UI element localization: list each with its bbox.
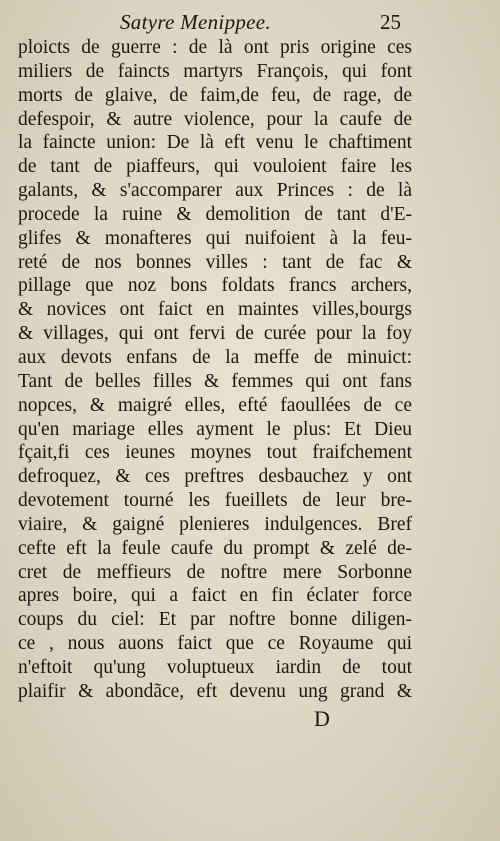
text-line: cret de meffieurs de noftre mere Sorbonne bbox=[18, 561, 412, 583]
page-number: 25 bbox=[380, 10, 401, 34]
body-text bbox=[18, 36, 412, 704]
text-line: fçait,fi ces ieunes moynes tout fraifchement bbox=[18, 442, 412, 464]
text-line: ploicts de guerre : de là ont pris origine ces bbox=[18, 37, 412, 58]
text-line: n'eftoit qu'ung voluptueux iardin de tout bbox=[18, 656, 412, 678]
text-line: procede la ruine & demolition de tant d'E- bbox=[18, 203, 412, 225]
text-line: apres boire, qui a faict en fin éclater force bbox=[18, 585, 412, 607]
text-line: & villages, qui ont fervi de curée pour la foy bbox=[18, 323, 412, 345]
text-line: la faincte union: De là eft venu le chaftiment bbox=[18, 132, 412, 154]
text-line: miliers de faincts martyrs François, qui font bbox=[18, 60, 412, 82]
text-line: de tant de piaffeurs, qui vouloient faire les bbox=[18, 156, 412, 178]
page-header bbox=[0, 8, 500, 36]
text-line: plaifir & abondãce, eft devenu ung grand & bbox=[18, 680, 412, 702]
text-line: aux devots enfans de la meffe de minuict: bbox=[18, 346, 412, 368]
text-line: glifes & monafteres qui nuifoient à la feu- bbox=[18, 227, 412, 249]
text-line: morts de glaive, de faim,de feu, de rage, de bbox=[18, 84, 412, 106]
text-line: nopces, & maigré elles, efté faoullées de ce bbox=[18, 394, 412, 416]
text-line: cefte eft la feule caufe du prompt & zelé de- bbox=[18, 537, 412, 559]
text-line: pillage que noz bons foldats francs archers, bbox=[18, 275, 412, 297]
text-line: ce , nous auons faict que ce Royaume qui bbox=[18, 633, 412, 655]
text-line: galants, & s'accomparer aux Princes : de là bbox=[18, 180, 412, 202]
text-line: coups du ciel: Et par noftre bonne diligen- bbox=[18, 609, 412, 631]
running-title: Satyre Menippee. bbox=[120, 10, 271, 34]
text-line: Tant de belles filles & femmes qui ont fans bbox=[18, 370, 412, 392]
text-line: qu'en mariage elles ayment le plus: Et Dieu bbox=[18, 418, 412, 440]
text-line: reté de nos bonnes villes : tant de fac & bbox=[18, 251, 412, 273]
text-line: defespoir, & autre violence, pour la caufe de bbox=[18, 108, 412, 130]
text-line: & novices ont faict en maintes villes,bourgs bbox=[18, 299, 412, 321]
text-line: defroquez, & ces preftres desbauchez y ont bbox=[18, 466, 412, 488]
signature-mark: D bbox=[314, 706, 330, 731]
text-line: viaire, & gaigné plenieres indulgences. Bref bbox=[18, 513, 412, 535]
text-line: devotement tourné les fueillets de leur bre- bbox=[18, 490, 412, 512]
